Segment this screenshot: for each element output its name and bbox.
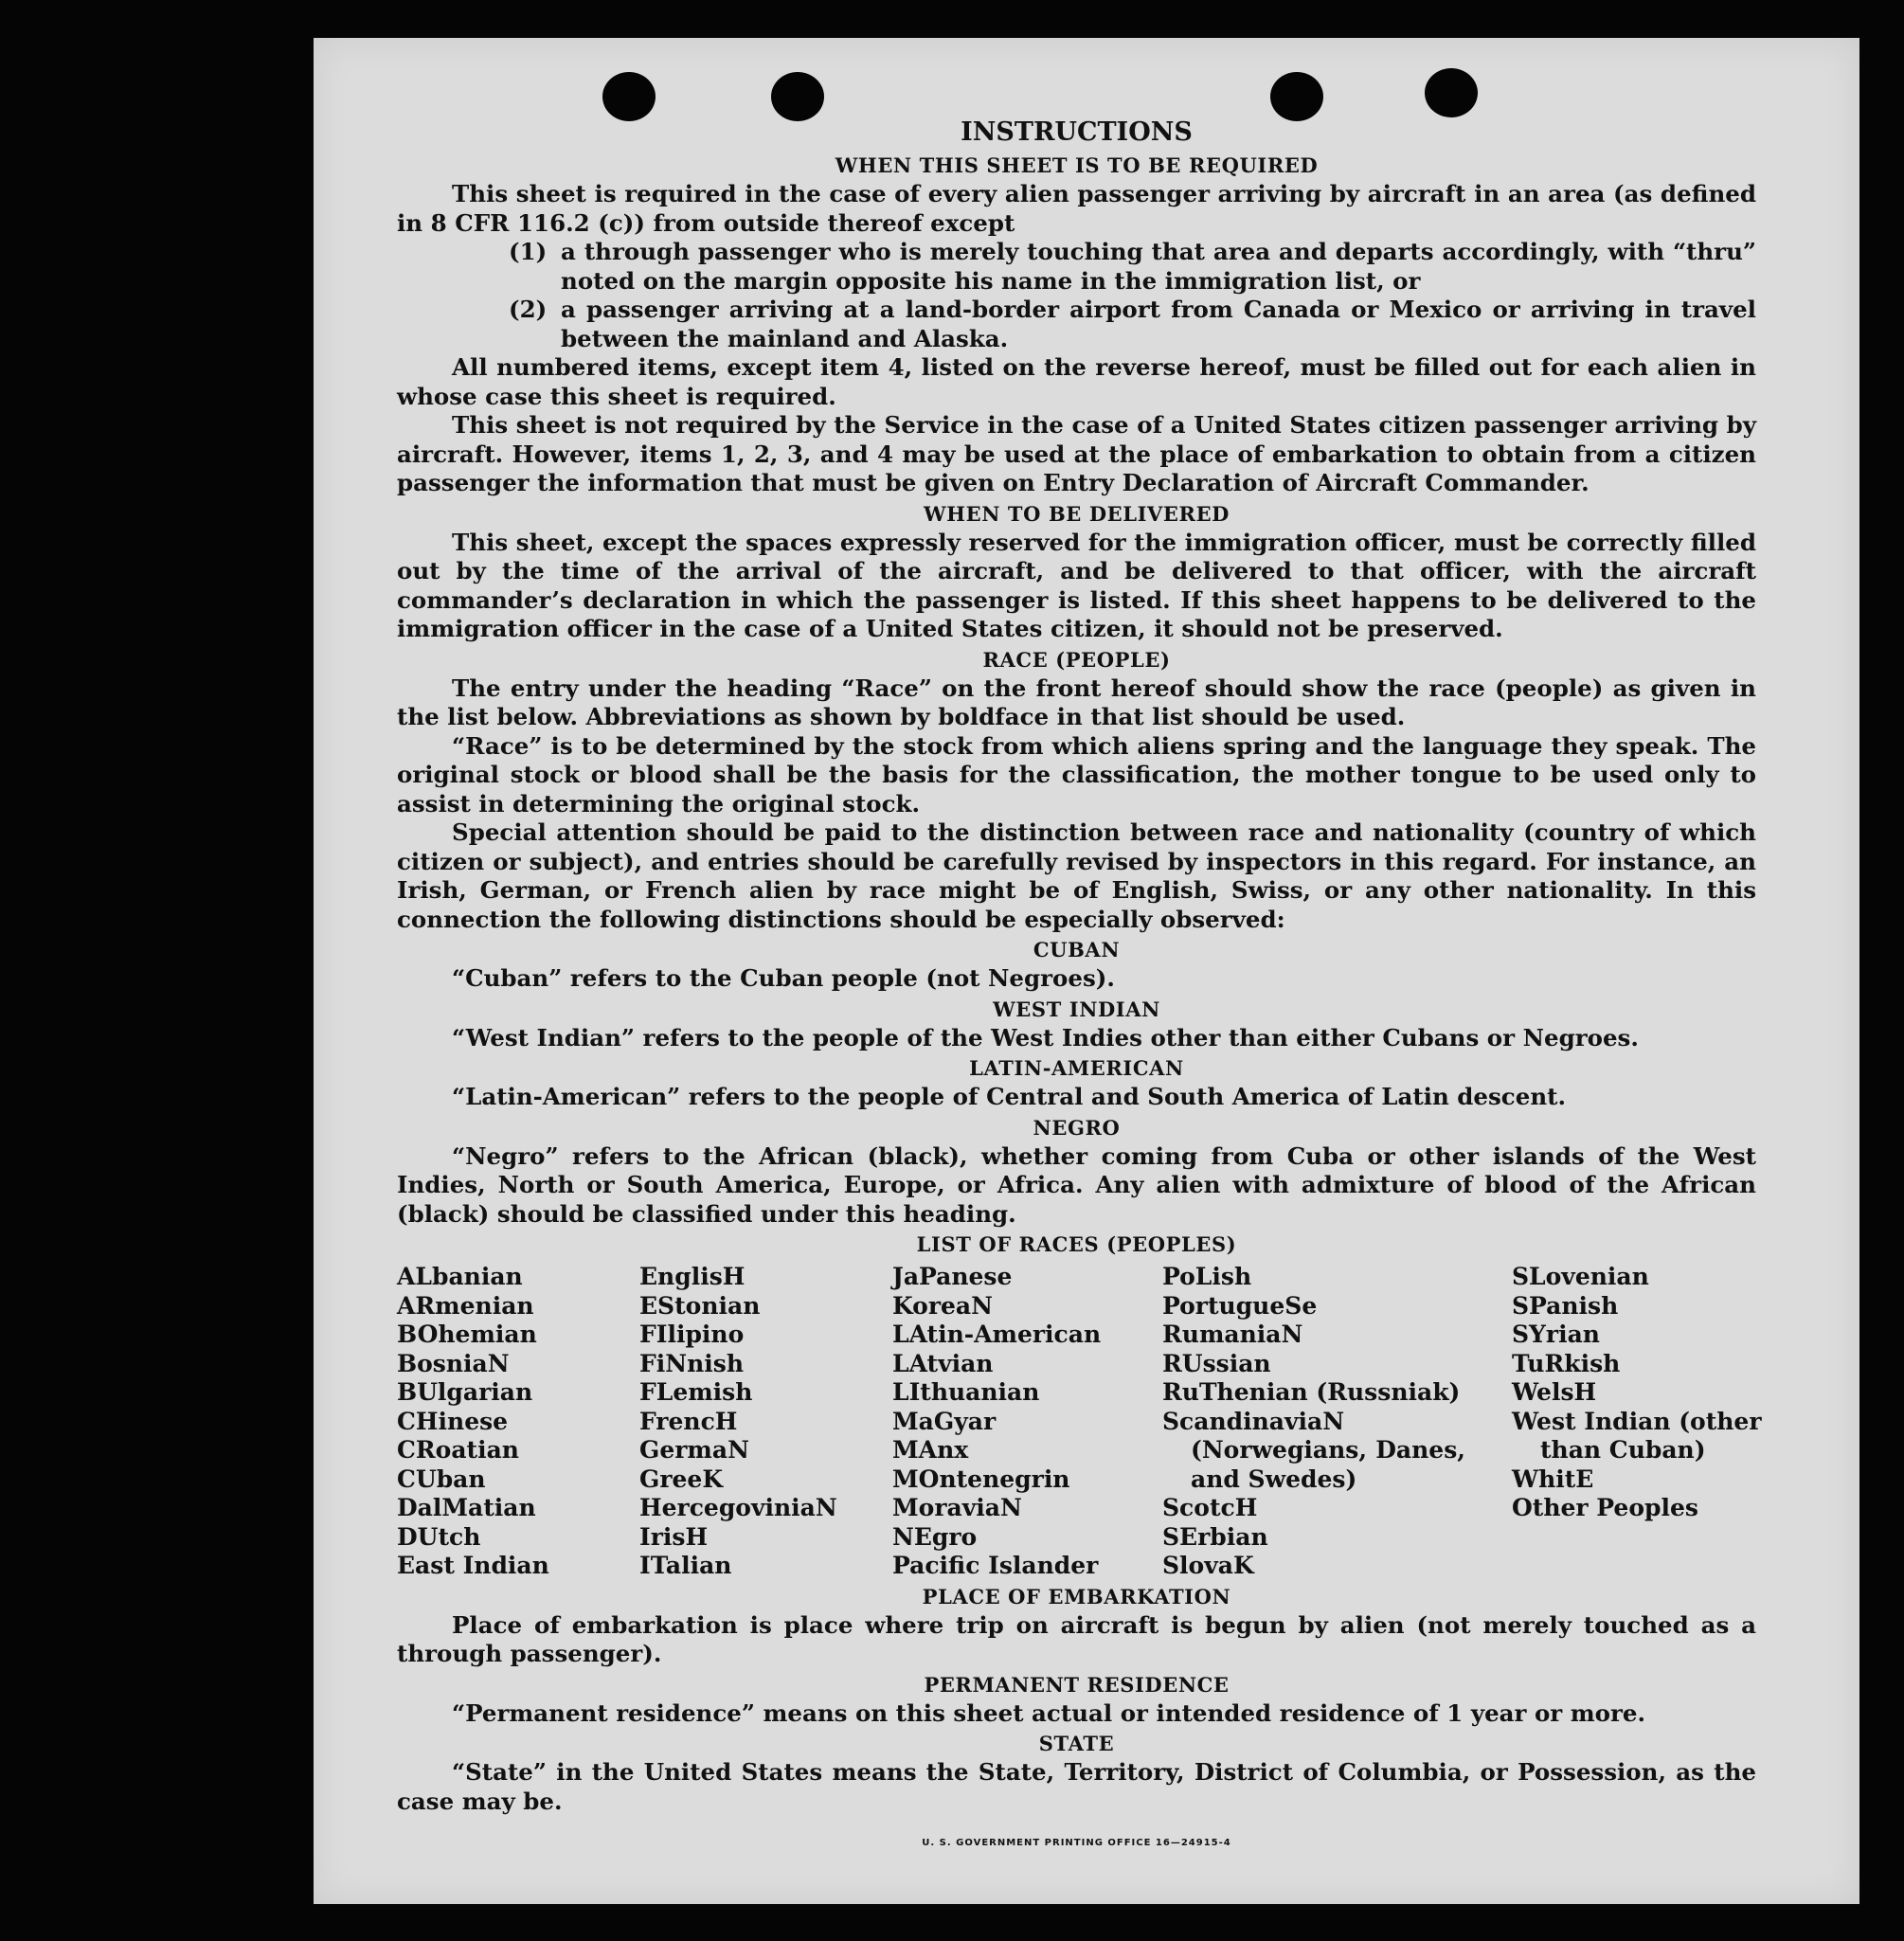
list-item xyxy=(509,296,1756,353)
race-entry: CHinese xyxy=(397,1407,509,1435)
item-text: a through passenger who is merely touching that area and departs accordingly, with “thru” noted on the margin opposite his name in the immigration list, or xyxy=(561,238,1756,295)
race-entry: HercegoviniaN xyxy=(639,1494,837,1521)
race-entry: CRoatian xyxy=(397,1436,519,1464)
section-heading-state: STATE xyxy=(1038,1732,1115,1755)
race-entry: SlovaK xyxy=(1162,1552,1254,1579)
race-entry: WhitE xyxy=(1512,1465,1594,1493)
section-heading-residence: PERMANENT RESIDENCE xyxy=(924,1672,1230,1697)
race-entry: DUtch xyxy=(397,1522,481,1551)
race-entry: IrisH xyxy=(639,1522,709,1551)
paragraph: This sheet, except the spaces expressly reserved for the immigration officer, must be correctly filled out by the time of the arrival of the aircraft, and be delivered to that officer, with the aircraft commander’s declaration in which the passenger is listed. If this sheet happens to be delivered to the immigration officer in the case of a United States citizen, it should not be preserved. xyxy=(397,528,1756,642)
item-number: (2) xyxy=(509,296,548,323)
race-entry: BOhemian xyxy=(397,1321,537,1348)
paragraph: This sheet is required in the case of every alien passenger arriving by aircraft in an area (as defined in 8 CFR 116.2 (c)) from outside thereof except xyxy=(397,180,1756,237)
section-heading-when-delivered: WHEN TO BE DELIVERED xyxy=(923,501,1230,526)
race-entry: WelsH xyxy=(1512,1378,1597,1406)
paragraph: “Race” is to be determined by the stock from which aliens spring and the language they speak. The original stock or blood shall be the basis for the classification, the mother tongue to be used only to assist in determining the original stock. xyxy=(397,731,1756,818)
race-entry: GermaN xyxy=(639,1436,749,1464)
document-sheet xyxy=(314,38,1859,1904)
paragraph: “Cuban” refers to the Cuban people (not Negroes). xyxy=(452,964,1115,992)
section-heading-negro: NEGRO xyxy=(1033,1115,1121,1140)
item-text: a passenger arriving at a land-border airport from Canada or Mexico or arriving in travel between the mainland and Alaska. xyxy=(561,296,1756,352)
races-column xyxy=(639,1263,892,1581)
race-entry: RuThenian (Russniak) xyxy=(1162,1378,1461,1406)
race-entry: FiNnish xyxy=(639,1349,745,1377)
paragraph: “Latin-American” refers to the people of Central and South America of Latin descent. xyxy=(452,1083,1566,1110)
races-column xyxy=(892,1263,1162,1581)
paragraph: “State” in the United States means the State, Territory, District of Columbia, or Possession, as the case may be. xyxy=(397,1758,1756,1815)
race-entry: PortugueSe xyxy=(1162,1291,1318,1320)
race-entry: KoreaN xyxy=(892,1291,993,1320)
race-entry: BUlgarian xyxy=(397,1378,533,1406)
page-title: INSTRUCTIONS xyxy=(961,117,1193,147)
race-entry: NEgro xyxy=(892,1522,978,1551)
race-entry: MaGyar xyxy=(892,1407,997,1435)
race-entry: TuRkish xyxy=(1512,1349,1621,1377)
race-entry: GreeK xyxy=(639,1465,724,1493)
race-entry: PoLish xyxy=(1162,1263,1252,1290)
race-entry: FLemish xyxy=(639,1378,753,1406)
race-entry: FIlipino xyxy=(639,1321,745,1348)
race-entry: MAnx xyxy=(892,1436,969,1464)
race-entry: ScandinaviaN (Norwegians, Danes, and Swedes) xyxy=(1162,1407,1465,1493)
punch-hole xyxy=(1425,68,1478,117)
race-entry: SLovenian xyxy=(1512,1263,1649,1290)
punch-hole xyxy=(1270,72,1323,121)
race-entry: DalMatian xyxy=(397,1494,536,1521)
punch-hole xyxy=(771,72,824,121)
race-entry: West Indian (other than Cuban) xyxy=(1512,1407,1762,1464)
race-entry: RUssian xyxy=(1162,1349,1271,1377)
section-heading-list-of-races: LIST OF RACES (PEOPLES) xyxy=(916,1232,1237,1256)
paragraph: Place of embarkation is place where trip on aircraft is begun by alien (not merely touched as a through passenger). xyxy=(397,1610,1756,1667)
race-entry: SPanish xyxy=(1512,1291,1619,1320)
race-entry: FrencH xyxy=(639,1407,738,1435)
races-column xyxy=(1162,1263,1512,1581)
section-heading-race: RACE (PEOPLE) xyxy=(982,647,1171,672)
race-entry: JaPanese xyxy=(892,1263,1013,1290)
race-entry: BosniaN xyxy=(397,1349,510,1377)
race-entry: MOntenegrin xyxy=(892,1465,1070,1493)
races-column xyxy=(1512,1263,1762,1581)
race-entry: EStonian xyxy=(639,1291,761,1320)
race-entry: ARmenian xyxy=(397,1291,534,1320)
printing-office-footer: U. S. GOVERNMENT PRINTING OFFICE 16—24915-4 xyxy=(922,1838,1231,1848)
race-entry: East Indian xyxy=(397,1552,549,1579)
paragraph: This sheet is not required by the Service in the case of a United States citizen passenger arriving by aircraft. However, items 1, 2, 3, and 4 may be used at the place of embarkation to obtain from a citizen passenger the information that must be given on Entry Declaration of Aircraft Commander. xyxy=(397,411,1756,496)
section-heading-west-indian: WEST INDIAN xyxy=(993,997,1160,1021)
race-entry: ALbanian xyxy=(397,1263,523,1290)
race-entry: ITalian xyxy=(639,1552,732,1579)
race-entry: SYrian xyxy=(1512,1321,1600,1348)
paragraph: “Negro” refers to the African (black), whether coming from Cuba or other islands of the West Indies, North or South America, Europe, or Africa. Any alien with admixture of blood of the African (black) should be classified under this heading. xyxy=(397,1141,1756,1228)
race-entry: RumaniaN xyxy=(1162,1321,1303,1348)
race-entry: LAtin-American xyxy=(892,1321,1102,1348)
item-number: (1) xyxy=(509,238,548,265)
race-entry: Other Peoples xyxy=(1512,1494,1698,1521)
list-item xyxy=(509,238,1756,296)
races-column xyxy=(397,1263,639,1581)
race-entry: ScotcH xyxy=(1162,1494,1258,1521)
paragraph: All numbered items, except item 4, listed on the reverse hereof, must be filled out for each alien in whose case this sheet is required. xyxy=(397,353,1756,410)
race-entry: SErbian xyxy=(1162,1522,1268,1551)
punch-hole xyxy=(602,72,656,121)
section-heading-latin-american: LATIN-AMERICAN xyxy=(969,1056,1184,1080)
section-heading-embarkation: PLACE OF EMBARKATION xyxy=(922,1584,1231,1609)
paragraph: The entry under the heading “Race” on the front hereof should show the race (people) as given in the list below. Abbreviations as shown by boldface in that list should be used. xyxy=(397,674,1756,730)
section-heading-cuban: CUBAN xyxy=(1033,938,1121,962)
race-entry: LIthuanian xyxy=(892,1378,1040,1406)
instructions-content xyxy=(397,116,1762,1859)
paragraph: “West Indian” refers to the people of the West Indies other than either Cubans or Negroes. xyxy=(452,1023,1639,1051)
section-heading-when-required: WHEN THIS SHEET IS TO BE REQUIRED xyxy=(835,153,1319,177)
race-entry: CUban xyxy=(397,1465,486,1493)
race-entry: Pacific Islander xyxy=(892,1552,1099,1579)
race-entry: MoraviaN xyxy=(892,1494,1022,1521)
race-entry: LAtvian xyxy=(892,1349,994,1377)
paragraph: “Permanent residence” means on this sheet actual or intended residence of 1 year or more. xyxy=(452,1698,1646,1727)
races-table xyxy=(397,1263,1762,1581)
race-entry: EnglisH xyxy=(639,1263,745,1290)
paragraph: Special attention should be paid to the distinction between race and nationality (country of which citizen or subject), and entries should be carefully revised by inspectors in this regard. For instance, an Irish, German, or French alien by race might be of English, Swiss, or any other nationality. In this connection the following distinctions should be especially observed: xyxy=(397,818,1756,933)
